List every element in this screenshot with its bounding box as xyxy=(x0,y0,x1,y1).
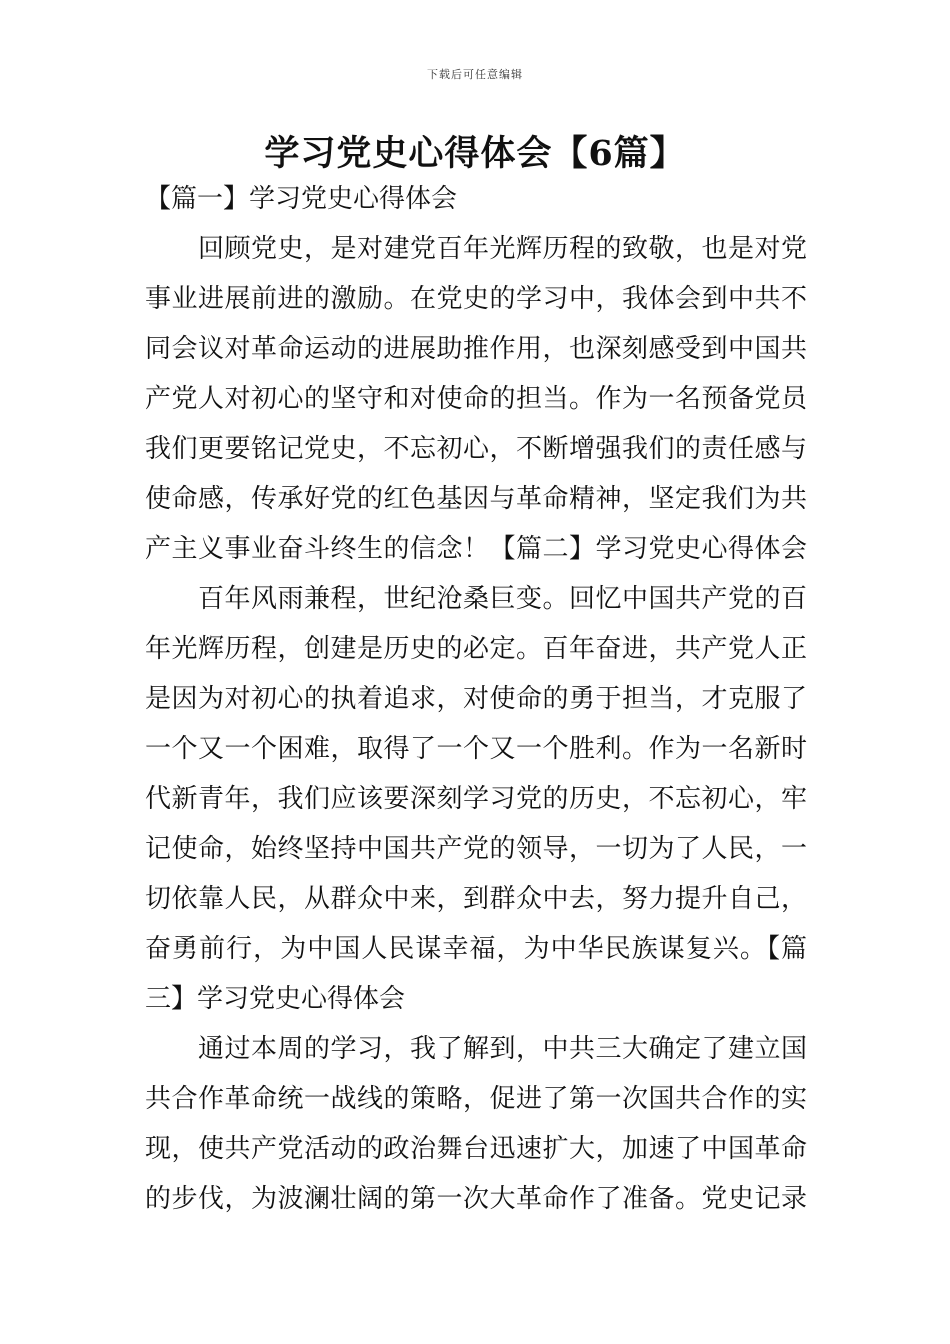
text-line: 的步伐，为波澜壮阔的第一次大革命作了准备。党史记录 xyxy=(145,1184,807,1214)
document-body xyxy=(145,174,807,1224)
text-line: 记使命，始终坚持中国共产党的领导，一切为了人民，一 xyxy=(145,834,807,864)
text-line: 通过本周的学习，我了解到，中共三大确定了建立国 xyxy=(145,1034,807,1064)
document-title: 学习党史心得体会【6篇】 xyxy=(264,133,686,174)
text-line: 百年风雨兼程，世纪沧桑巨变。回忆中国共产党的百 xyxy=(145,584,807,614)
text-line: 奋勇前行，为中国人民谋幸福，为中华民族谋复兴。【篇 xyxy=(145,934,807,964)
text-line: 是因为对初心的执着追求，对使命的勇于担当，才克服了 xyxy=(145,684,807,714)
section-heading-3-tail: 三】学习党史心得体会 xyxy=(145,984,406,1014)
text-line: 切依靠人民，从群众中来，到群众中去，努力提升自己， xyxy=(145,884,807,914)
text-line: 使命感，传承好党的红色基因与革命精神，坚定我们为共 xyxy=(145,484,807,514)
text-line: 一个又一个困难，取得了一个又一个胜利。作为一名新时 xyxy=(145,734,807,764)
text-line: 现，使共产党活动的政治舞台迅速扩大，加速了中国革命 xyxy=(145,1134,807,1164)
text-line: 产党人对初心的坚守和对使命的担当。作为一名预备党员 xyxy=(145,384,807,414)
section-heading-1: 【篇一】学习党史心得体会 xyxy=(145,184,458,214)
text-line: 年光辉历程，创建是历史的必定。百年奋进，共产党人正 xyxy=(145,634,807,664)
text-line: 回顾党史，是对建党百年光辉历程的致敬，也是对党 xyxy=(145,234,807,264)
text-line: 事业进展前进的激励。在党史的学习中，我体会到中共不 xyxy=(145,284,807,314)
text-line: 共合作革命统一战线的策略，促进了第一次国共合作的实 xyxy=(145,1084,807,1114)
text-line: 我们更要铭记党史，不忘初心，不断增强我们的责任感与 xyxy=(145,434,807,464)
text-line: 代新青年，我们应该要深刻学习党的历史，不忘初心，牢 xyxy=(145,784,807,814)
header-note: 下载后可任意编辑 xyxy=(427,68,523,81)
text-line: 同会议对革命运动的进展助推作用，也深刻感受到中国共 xyxy=(145,334,807,364)
text-line: 产主义事业奋斗终生的信念！【篇二】学习党史心得体会 xyxy=(145,534,807,564)
